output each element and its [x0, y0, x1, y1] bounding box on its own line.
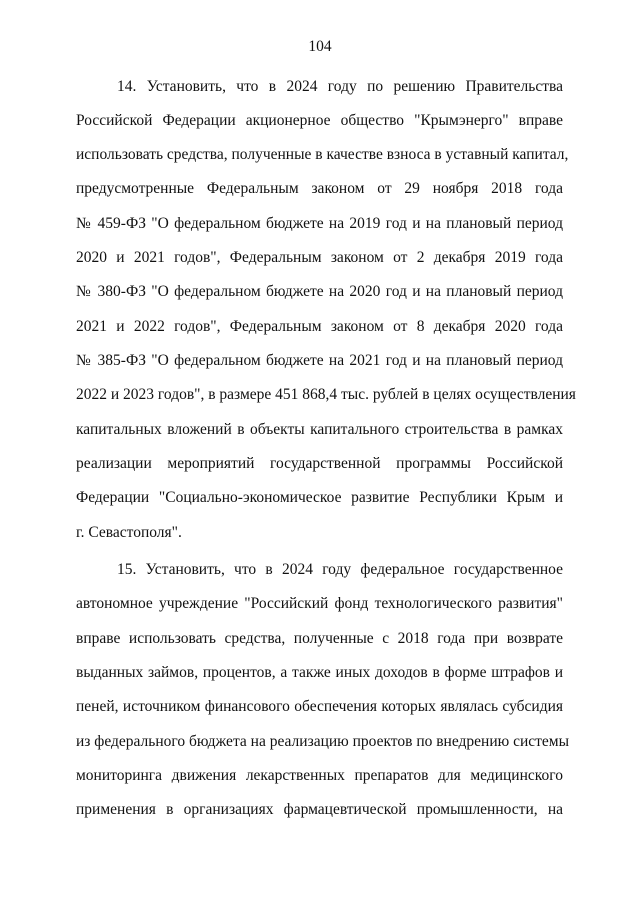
- paragraph-14-line-11: капитальных вложений в объекты капитального строительства в рамках: [76, 421, 563, 438]
- paragraph-14-line-13: Федерации "Социально-экономическое развитие Республики Крым и: [76, 489, 563, 506]
- paragraph-15-line-6: из федерального бюджета на реализацию проектов по внедрению системы: [76, 733, 570, 750]
- paragraph-14-line-9: № 385-ФЗ "О федеральном бюджете на 2021 год и на плановый период: [76, 352, 563, 369]
- paragraph-14-line-6: 2020 и 2021 годов", Федеральным законом от 2 декабря 2019 года: [76, 249, 563, 266]
- paragraph-14-line-12: реализации мероприятий государственной программы Российской: [76, 455, 563, 472]
- paragraph-14-line-1: 14. Установить, что в 2024 году по решению Правительства: [117, 78, 563, 95]
- paragraph-15-line-2: автономное учреждение "Российский фонд технологического развития": [76, 595, 563, 612]
- paragraph-15-line-3: вправе использовать средства, полученные с 2018 года при возврате: [76, 630, 563, 647]
- paragraph-15-line-8: применения в организациях фармацевтической промышленности, на: [76, 801, 563, 818]
- paragraph-15-line-5: пеней, источником финансового обеспечения которых являлась субсидия: [76, 698, 563, 715]
- paragraph-14-line-4: предусмотренные Федеральным законом от 29 ноября 2018 года: [76, 180, 563, 197]
- page-number: 104: [308, 38, 332, 55]
- paragraph-14-line-2: Российской Федерации акционерное общество "Крымэнерго" вправе: [76, 112, 563, 129]
- paragraph-15-line-4: выданных займов, процентов, а также иных доходов в форме штрафов и: [76, 664, 563, 681]
- paragraph-14-line-3: использовать средства, полученные в качестве взноса в уставный капитал,: [76, 146, 569, 163]
- paragraph-14-line-7: № 380-ФЗ "О федеральном бюджете на 2020 год и на плановый период: [76, 283, 563, 300]
- paragraph-15-line-7: мониторинга движения лекарственных препаратов для медицинского: [76, 767, 563, 784]
- paragraph-14-line-14: г. Севастополя".: [76, 524, 182, 541]
- paragraph-14-line-10: 2022 и 2023 годов", в размере 451 868,4 тыс. рублей в целях осуществления: [76, 386, 576, 403]
- paragraph-15-line-1: 15. Установить, что в 2024 году федеральное государственное: [117, 561, 563, 578]
- paragraph-14-line-5: № 459-ФЗ "О федеральном бюджете на 2019 год и на плановый период: [76, 215, 563, 232]
- paragraph-14-line-8: 2021 и 2022 годов", Федеральным законом от 8 декабря 2020 года: [76, 318, 563, 335]
